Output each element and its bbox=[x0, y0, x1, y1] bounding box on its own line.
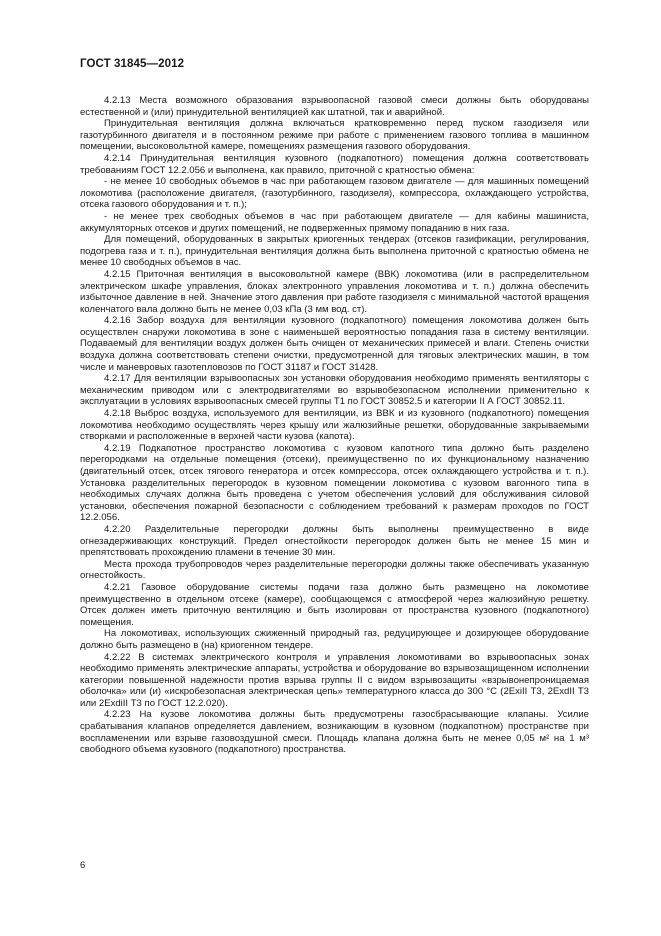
list-item-10-volumes: - не менее 10 свободных объемов в час при работающем газовом двигателе — для машинных помещений локомотива (расположение двигателя, (газотурбинного, газодизеля), компрессора, охлаждающего устройства, отсека газового оборудования и т. п.); bbox=[80, 176, 589, 211]
paragraph-4-2-18: 4.2.18 Выброс воздуха, используемого для вентиляции, из ВВК и из кузовного (подкапотного) помещения локомотива необходимо осуществлять через крышу или жалюзийные решетки, оборудованные закрываемыми створками и расположенные в верхней части кузова (капота). bbox=[80, 408, 589, 443]
paragraph-4-2-15: 4.2.15 Приточная вентиляция в высоковольтной камере (ВВК) локомотива (или в распределительном электрическом шкафе управления, блоках электронного управления локомотива и т. п.) должна обеспечить избыточное давление в ней. Значение этого давления при работе газодизеля с минимальной частотой вращения коленчатого вала должно быть не менее 0,03 кПа (3 мм вод. ст). bbox=[80, 268, 589, 315]
document-header: ГОСТ 31845—2012 bbox=[80, 58, 185, 70]
paragraph-4-2-21: 4.2.21 Газовое оборудование системы подачи газа должно быть размещено на локомотиве преимущественно в отдельном отсеке (камере), сообщающемся с атмосферой через жалюзийную решетку. Отсек должен иметь приточную вентиляцию и быть изолирован от пространства кузовного (подкапотного) помещения. bbox=[80, 581, 589, 628]
paragraph-pipe-passages: Места прохода трубопроводов через разделительные перегородки должны также обеспечивать указанную огнестойкость. bbox=[80, 558, 589, 582]
paragraph-4-2-20: 4.2.20 Разделительные перегородки должны быть выполнены преимущественно в виде огнезадерживающих конструкций. Предел огнестойкости перегородок должен быть не менее 15 мин и препятствовать прохождению пламени в течение 30 мин. bbox=[80, 523, 589, 559]
paragraph-4-2-16: 4.2.16 Забор воздуха для вентиляции кузовного (подкапотного) помещения локомотива должен быть осуществлен снаружи локомотива в зоне с наименьшей вероятностью попадания газа в систему вентиляции. Подаваемый для вентиляции воздух должен быть очищен от механических примесей и влаги. Степень очистки воздуха должна соответствовать степени очистки, предусмотренной для тяговых электрических машин, в том числе и маневровых газотепловозов по ГОСТ 31187 и ГОСТ 31428. bbox=[80, 315, 589, 373]
document-body bbox=[80, 95, 589, 756]
paragraph-4-2-17: 4.2.17 Для вентиляции взрывоопасных зон установки оборудования необходимо применять вентиляторы с механическим приводом или с электродвигателями во взрывобезопасном исполнении применительно к эксплуатации в условиях взрывоопасных смесей группы Т1 по ГОСТ 30852.5 и категории II А ГОСТ 30852.11. bbox=[80, 373, 589, 408]
paragraph-4-2-23: 4.2.23 На кузове локомотива должны быть предусмотрены газосбрасывающие клапаны. Усилие срабатывания клапанов определяется давлением, возникающим в кузовном (подкапотном) пространстве при воспламенении или взрыве газовоздушной смеси. Площадь клапана должна быть не менее 0,05 м² на 1 м³ свободного объема кузовного (подкапотного) пространства. bbox=[80, 709, 589, 756]
list-item-3-volumes: - не менее трех свободных объемов в час при работающем двигателе — для кабины машиниста, аккумуляторных отсеков и других помещений, не подверженных прямому попаданию в них газа. bbox=[80, 210, 589, 234]
paragraph-cryogenic-tenders: Для помещений, оборудованных в закрытых криогенных тендерах (отсеков газификации, регулирования, подогрева газа и т. п.), принудительная вентиляция должна быть выполнена приточной с кратностью обмена не менее 10 свободных объемов в час. bbox=[80, 234, 589, 269]
paragraph-lng-locomotives: На локомотивах, использующих сжиженный природный газ, редуцирующее и дозирующее оборудование должно быть размещено в (на) криогенном тендере. bbox=[80, 628, 589, 651]
paragraph-4-2-22: 4.2.22 В системах электрического контроля и управления локомотивами во взрывоопасных зонах необходимо применять электрические аппараты, устройства и оборудование во взрывозащищенном исполнении категории повышенной надежности против взрыва группы II с видом взрывозащиты «взрывонепроницаемая оболочка» или (и) «искробезопасная электрическая цепь» температурного класса до 300 °С (2ExiII Т3, 2ExdII Т3 или 2ExdiII Т3 по ГОСТ 12.2.020). bbox=[80, 651, 589, 709]
paragraph-4-2-13: 4.2.13 Места возможного образования взрывоопасной газовой смеси должны быть оборудованы естественной и (или) принудительной вентиляцией как штатной, так и аварийной. bbox=[80, 95, 589, 118]
paragraph-forced-ventilation: Принудительная вентиляция должна включаться кратковременно перед пуском газодизеля или газотурбинного двигателя и в постоянном режиме при работе с применением газового топлива в машинном помещении, высоковольтной камере, помещениях размещения газового оборудования. bbox=[80, 118, 589, 153]
paragraph-4-2-14: 4.2.14 Принудительная вентиляция кузовного (подкапотного) помещения должна соответствовать требованиям ГОСТ 12.2.056 и выполнена, как правило, приточной с кратностью обмена: bbox=[80, 152, 589, 176]
page-number: 6 bbox=[80, 860, 86, 871]
paragraph-4-2-19: 4.2.19 Подкапотное пространство локомотива с кузовом капотного типа должно быть разделено перегородками на отдельные помещения (отсеки), преимущественно по их функциональному назначению (двигательный отсек, отсек тягового генератора и отсек компрессора, отсек охлаждающего устройства и т. п.). Установка разделительных перегородок в кузовном помещении локомотива с кузовом вагонного типа в необходимых случаях должна быть проведена с учетом обеспечения условий для обслуживания силовой установки, обеспечения пожарной безопасности с соблюдением требований к размерам проходов по ГОСТ 12.2.056. bbox=[80, 442, 589, 524]
